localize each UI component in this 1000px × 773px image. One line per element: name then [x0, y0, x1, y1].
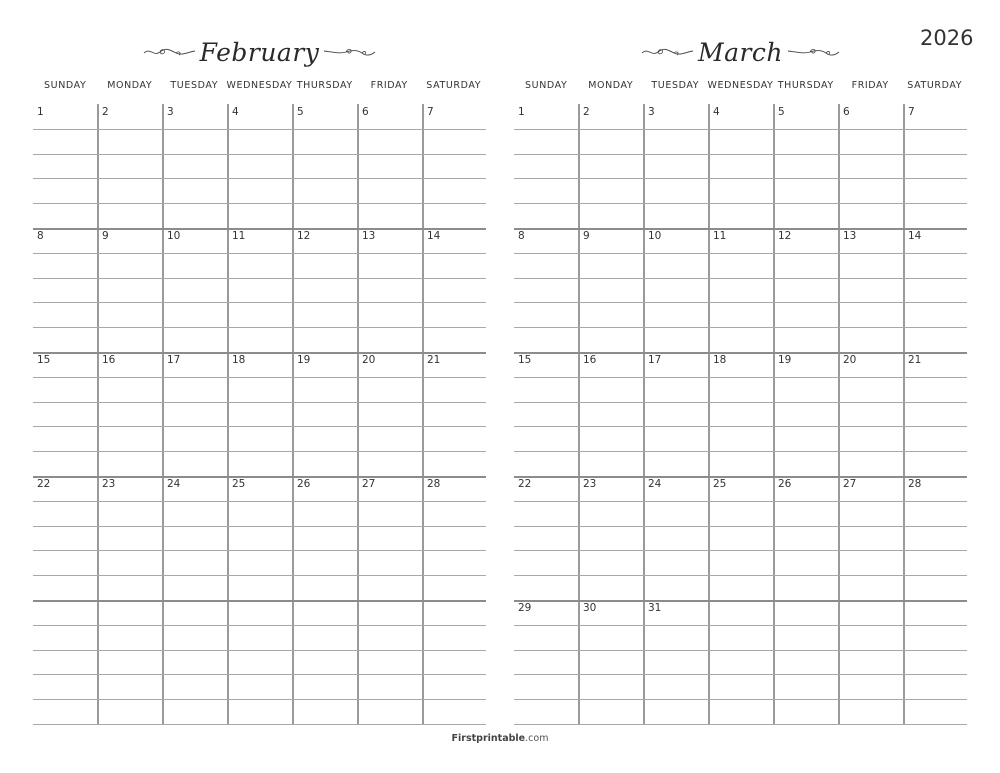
writing-line [514, 154, 967, 155]
date-number: 16 [102, 354, 116, 366]
date-number: 6 [843, 106, 850, 118]
column-divider [643, 104, 645, 724]
date-number: 2 [583, 106, 590, 118]
writing-line [514, 600, 967, 602]
writing-line [33, 451, 486, 452]
writing-line [514, 699, 967, 700]
writing-line [33, 154, 486, 155]
weekday-label: WEDNESDAY [226, 80, 293, 91]
date-number: 26 [297, 478, 311, 490]
date-number: 23 [102, 478, 116, 490]
weekday-label: SUNDAY [525, 80, 568, 91]
weekday-label: WEDNESDAY [707, 80, 774, 91]
date-number: 10 [167, 230, 181, 242]
date-number: 14 [427, 230, 441, 242]
writing-line [514, 253, 967, 254]
date-number: 27 [843, 478, 857, 490]
month-name: March [697, 37, 784, 67]
date-number: 20 [843, 354, 857, 366]
column-divider [578, 104, 580, 724]
date-number: 24 [167, 478, 181, 490]
writing-line [514, 476, 967, 478]
month-title [33, 32, 486, 72]
writing-line [514, 625, 967, 626]
month-name: February [199, 37, 320, 67]
writing-line [33, 476, 486, 478]
writing-line [33, 178, 486, 179]
column-divider [708, 104, 710, 724]
writing-line [33, 278, 486, 279]
date-number: 3 [167, 106, 174, 118]
writing-line [514, 575, 967, 576]
weekday-label: SATURDAY [907, 80, 963, 91]
column-divider [97, 104, 99, 724]
date-number: 18 [713, 354, 727, 366]
date-number: 31 [648, 602, 662, 614]
date-number: 2 [102, 106, 109, 118]
year-label: 2026 [920, 26, 974, 50]
month-panel-march [514, 0, 967, 730]
date-number: 24 [648, 478, 662, 490]
left-flourish-icon [640, 44, 695, 60]
writing-line [33, 352, 486, 354]
writing-line [514, 724, 967, 725]
right-flourish-icon [322, 44, 377, 60]
date-number: 7 [427, 106, 434, 118]
weekday-label: FRIDAY [370, 80, 408, 91]
writing-line [33, 302, 486, 303]
column-divider [838, 104, 840, 724]
writing-line [514, 526, 967, 527]
date-number: 4 [713, 106, 720, 118]
writing-line [33, 228, 486, 230]
date-number: 6 [362, 106, 369, 118]
date-number: 8 [37, 230, 44, 242]
writing-line [514, 352, 967, 354]
column-divider [773, 104, 775, 724]
date-number: 18 [232, 354, 246, 366]
writing-line [33, 625, 486, 626]
date-number: 9 [583, 230, 590, 242]
date-number: 12 [778, 230, 792, 242]
date-number: 15 [518, 354, 532, 366]
date-number: 19 [778, 354, 792, 366]
date-number: 25 [232, 478, 246, 490]
writing-line [514, 451, 967, 452]
date-number: 20 [362, 354, 376, 366]
writing-line [33, 426, 486, 427]
writing-line [514, 302, 967, 303]
weekday-label: THURSDAY [777, 80, 834, 91]
writing-line [514, 402, 967, 403]
writing-line [514, 129, 967, 130]
date-number: 27 [362, 478, 376, 490]
month-panel-february [33, 0, 486, 730]
column-divider [292, 104, 294, 724]
column-divider [227, 104, 229, 724]
weekday-header [33, 80, 486, 98]
writing-line [33, 402, 486, 403]
right-flourish-icon [786, 44, 841, 60]
writing-line [33, 724, 486, 725]
date-number: 28 [427, 478, 441, 490]
month-title [514, 32, 967, 72]
date-number: 10 [648, 230, 662, 242]
writing-line [514, 278, 967, 279]
writing-line [33, 526, 486, 527]
date-number: 3 [648, 106, 655, 118]
writing-line [514, 650, 967, 651]
writing-line [33, 203, 486, 204]
date-number: 25 [713, 478, 727, 490]
writing-line [33, 550, 486, 551]
writing-line [514, 203, 967, 204]
weekday-label: TUESDAY [170, 80, 219, 91]
writing-line [33, 501, 486, 502]
writing-line [514, 674, 967, 675]
writing-line [514, 377, 967, 378]
date-number: 21 [427, 354, 441, 366]
footer-brand: Firstprintable [451, 733, 526, 744]
date-number: 12 [297, 230, 311, 242]
weekday-header [514, 80, 967, 98]
writing-line [33, 575, 486, 576]
weekday-label: SUNDAY [44, 80, 87, 91]
column-divider [422, 104, 424, 724]
weekday-label: FRIDAY [851, 80, 889, 91]
date-number: 15 [37, 354, 51, 366]
writing-line [33, 650, 486, 651]
date-number: 5 [778, 106, 785, 118]
date-number: 30 [583, 602, 597, 614]
date-number: 26 [778, 478, 792, 490]
date-number: 19 [297, 354, 311, 366]
date-number: 28 [908, 478, 922, 490]
weekday-label: TUESDAY [651, 80, 700, 91]
footer-domain: .com [525, 733, 549, 744]
column-divider [357, 104, 359, 724]
writing-line [514, 426, 967, 427]
date-number: 17 [648, 354, 662, 366]
date-number: 13 [843, 230, 857, 242]
date-number: 13 [362, 230, 376, 242]
column-divider [162, 104, 164, 724]
date-number: 7 [908, 106, 915, 118]
date-number: 1 [37, 106, 44, 118]
writing-line [33, 253, 486, 254]
column-divider [903, 104, 905, 724]
date-number: 22 [518, 478, 532, 490]
date-number: 1 [518, 106, 525, 118]
date-number: 22 [37, 478, 51, 490]
writing-line [514, 501, 967, 502]
writing-line [514, 550, 967, 551]
footer-credit [0, 733, 1000, 744]
date-number: 14 [908, 230, 922, 242]
date-number: 23 [583, 478, 597, 490]
writing-line [33, 377, 486, 378]
writing-line [33, 699, 486, 700]
date-number: 21 [908, 354, 922, 366]
date-number: 16 [583, 354, 597, 366]
writing-line [514, 228, 967, 230]
writing-line [514, 327, 967, 328]
weekday-label: THURSDAY [296, 80, 353, 91]
writing-line [33, 600, 486, 602]
weekday-label: MONDAY [107, 80, 153, 91]
date-number: 5 [297, 106, 304, 118]
date-number: 4 [232, 106, 239, 118]
weekday-label: MONDAY [588, 80, 634, 91]
date-number: 8 [518, 230, 525, 242]
date-number: 29 [518, 602, 532, 614]
date-number: 11 [713, 230, 727, 242]
writing-line [33, 327, 486, 328]
writing-line [514, 178, 967, 179]
date-number: 9 [102, 230, 109, 242]
left-flourish-icon [142, 44, 197, 60]
writing-line [33, 129, 486, 130]
date-number: 11 [232, 230, 246, 242]
weekday-label: SATURDAY [426, 80, 482, 91]
date-number: 17 [167, 354, 181, 366]
writing-line [33, 674, 486, 675]
